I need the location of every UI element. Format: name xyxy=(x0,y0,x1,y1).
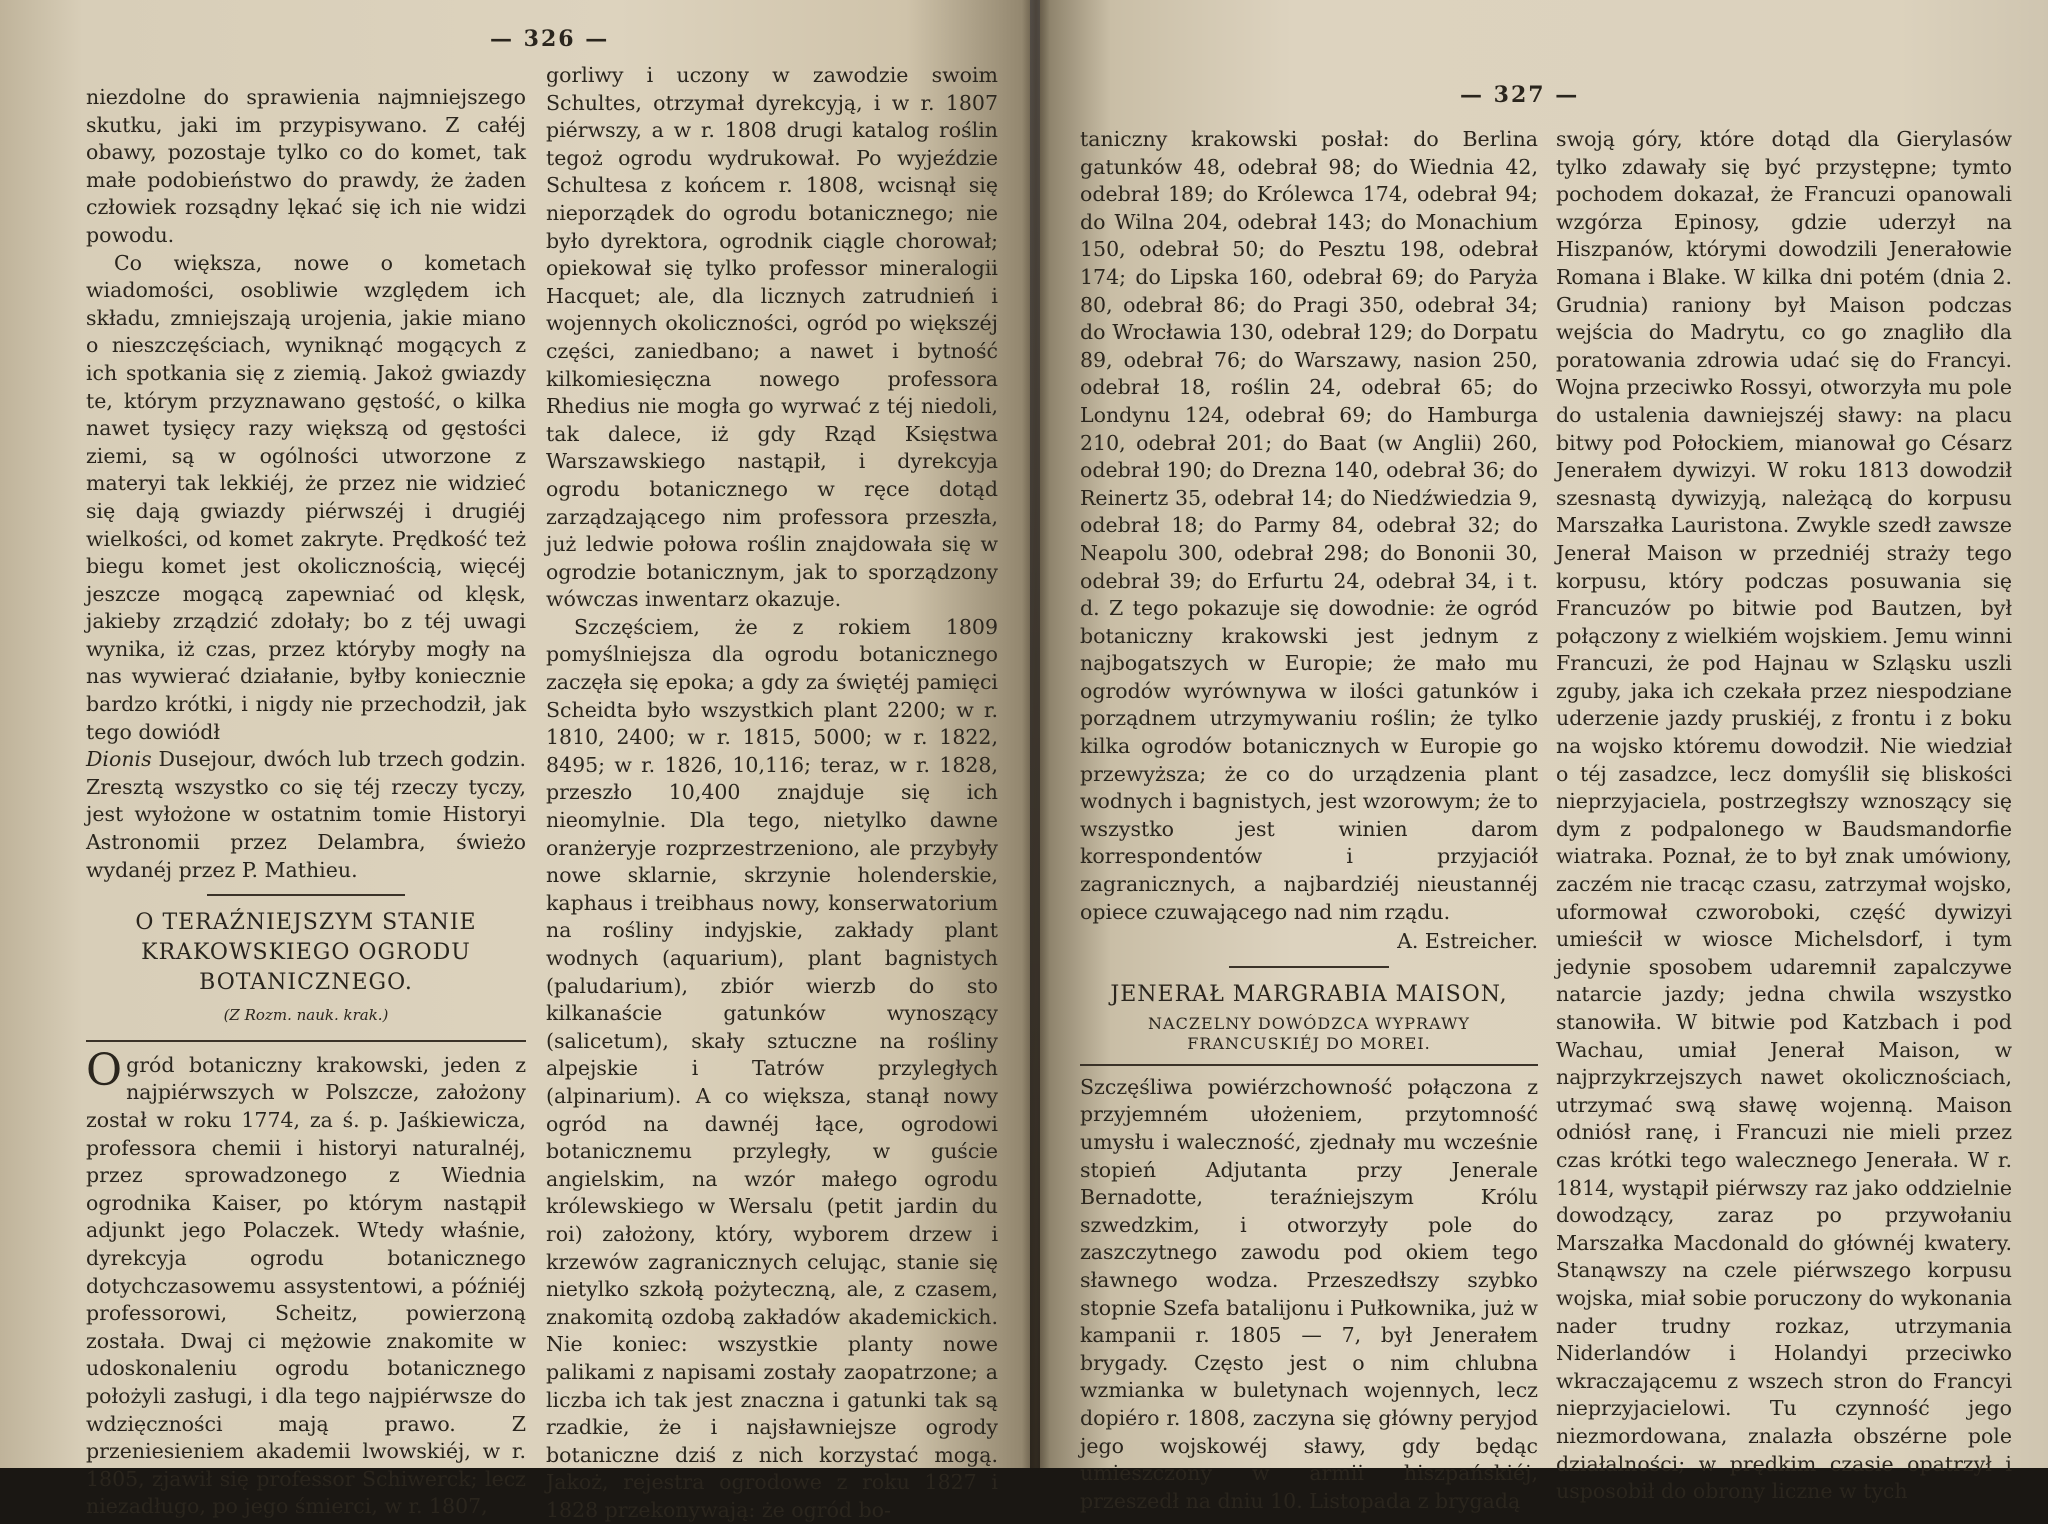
article-lead xyxy=(86,1044,526,1521)
paragraph: swoją góry, które dotąd dla Gierylasów tylko zdawały się być przystępne; tymto pochodem dokazał, że Francuzi opanowali wzgórza Epinosy, gdzie uderzył na Hiszpanów, którymi dowodzili Jenerałowie Romana i Blake. W kilka dni potém (dnia 2. Grudnia) raniony był Maison podczas wejścia do Madrytu, co go znagliło dla poratowania zdrowia udać się do Francyi. Wojna przeciwko Rossyi, otworzyła mu pole do ustalenia dawniejszéj sławy: na placu bitwy pod Połockiem, mianował go Césarz Jenerałem dywizyi. W roku 1813 dowodził szesnastą dywizyją, należącą do korpusu Marszałka Lauristona. Zwykle szedł zawsze Jenerał Maison w przedniéj straży tego korpusu, który podczas posuwania się Francuzów po bitwie pod Bautzen, był połączony z wielkiém wojskiem. Jemu winni Francuzi, że pod Hajnau w Szląsku uszli zguby, jaka ich czekała przez niespodziane uderzenie jazdy pruskiéj, z frontu i z boku na wojsko któremu dowodził. Nie wiedział o téj zasadzce, lecz domyślił się bliskości nieprzyjaciela, postrzegłszy wznoszący się dym z podpalonego w Baudsmandorfie wiatraka. Poznał, że to był znak umówiony, zaczém nie tracąc czasu, zatrzymał wojsko, uformował czworoboki, część dywizyi umieścił w wiosce Michelsdorf, i tym jedynie sposobem udaremnił zapalczywe natarcie jazdy; jedna chwila wszystko stanowiła. W bitwie pod Katzbach i pod Wachau, umiał Jenerał Maison, w najprzykrzejszych nawet okolicznościach, utrzymać swą sławę wojenną. Maison odniósł ranę, i Francuzi nie mieli przez czas krótki tego walecznego Jenerała. W r. 1814, wystąpił piérwszy raz jako oddzielnie dowodzący, zaraz po przywołaniu Marszałka Macdonald do głównéj kwatery. Stanąwszy na czele piérwszego korpusu wojska, miał sobie poruczony do wykonania nader trudny rozkaz, utrzymania Niderlandów i Holandyi przeciwko wkraczającemu z wszech stron do Francyi nieprzyjacielowi. Tu czynność jego niezmordowana, znalazła obszérne pole działalności; w prędkim czasie opatrzył i usposobił do obrony liczne w tych xyxy=(1556,127,2012,1504)
signature: A. Estreicher. xyxy=(1397,929,1538,954)
paragraph: Co większa, nowe o kometach wiadomości, osobliwie względem ich składu, zmniejszają urojenia, jakie miano o nieszczęściach, wyniknąć mogących z ich spotkania się z ziemią. Jakoż gwiazdy te, którym przyznawano gęstość, o kilka nawet tysięcy razy większą od gęstości ziemi, są w ogólności utworzone z materyi tak lekkiéj, że przez nie widzieć się dają gwiazdy piérwszéj i drugiéj wielkości, od komet zakryte. Prędkość też biegu komet jest okolicznością, więcéj jeszcze mogącą zapewniać od klęsk, jakieby zrządzić zdołały; bo z téj uwagi wynika, iż czas, przez któryby mogły na nas wywierać działanie, byłby koniecznie bardzo krótki, i nigdy nie przechodził, jak tego dowiódł xyxy=(86,250,526,744)
paragraph: gorliwy i uczony w zawodzie swoim Schultes, otrzymał dyrekcyją, i w r. 1807 piérwszy, a w r. 1808 drugi katalog roślin tegoż ogrodu wydrukował. Po wyjeździe Schultesa z końcem r. 1808, wcisnął się nieporządek do ogrodu botanicznego; nie było dyrektora, ogrodnik ciągle chorował; opiekował się tylko professor mineralogii Hacquet; ale, dla licznych zatrudnień i wojennych okoliczności, ogród po większéj części, zaniedbano; a nawet i bytność kilkomiesięczna nowego professora Rhedius nie mogła go wyrwać z téj niedoli, tak dalece, iż gdy Rząd Księstwa Warszawskiego nastąpił, i dyrekcyja ogrodu botanicznego w ręce dotąd zarządzającego nim professora przeszła, już ledwie połowa roślin znajdowała się w ogrodzie botanicznym, jak to sporządzony wówczas inwentarz okazuje. xyxy=(546,63,998,612)
paragraph: taniczny krakowski posłał: do Berlina gatunków 48, odebrał 98; do Wiednia 42, odebrał 189; do Królewca 174, odebrał 94; do Wilna 204, odebrał 143; do Monachium 150, odebrał 50; do Pesztu 198, odebrał 174; do Lipska 160, odebrał 69; do Paryża 80, odebrał 86; do Pragi 350, odebrał 34; do Wrocławia 130, odebrał 129; do Dorpatu 89, odebrał 76; do Warszawy, nasion 250, odebrał 18, roślin 24, odebrał 65; do Londynu 124, odebrał 69; do Hamburga 210, odebrał 201; do Baat (w Anglii) 260, odebrał 190; do Drezna 140, odebrał 36; do Reinertz 35, odebrał 14; do Niedźwiedzia 9, odebrał 18; do Parmy 84, odebrał 32; do Neapolu 300, odebrał 298; do Bononii 30, odebrał 39; do Erfurtu 24, odebrał 34, i t. d. Z tego pokazuje się dowodnie: że ogród botaniczny krakowski jest jednym z najbogatszych w Europie; że mało mu ogrodów wyrównywa w ilości gatunków i porządnem utrzymywaniu roślin; że tylko kilka ogrodów botanicznych w Europie go przewyższa; że co do urządzenia plant wodnych i bagnistych, jest wzorowym; że to wszystko jest winien darom korrespondentów i przyjaciół zagranicznych, a najbardziéj nieustannéj opiece czuwającego nad nim rządu. xyxy=(1080,127,1538,924)
heading-rule xyxy=(1080,1064,1538,1066)
right-page xyxy=(1040,0,2048,1513)
article-text: Szczęśliwa powiérzchowność połączona z przyjemném ułożeniem, przytomność umysłu i waleczność, zjednały mu wcześnie stopień Adjutanta przy Jenerale Bernadotte, teraźniejszym Królu szwedzkim, i otworzyły pole do zaszczytnego zawodu pod okiem tego sławnego wodza. Przeszedłszy szybko stopnie Szefa batalijonu i Pułkownika, już w kampanii r. 1805 — 7, był Jenerałem brygady. Często jest o nim chlubna wzmianka w buletynach wojennych, lecz dopiéro r. 1808, zaczyna się główny peryjod jego wojskowéj sławy, gdy będąc umieszczony w armii hiszpańskiéj, przeszedł na dniu 10. Listopada z brygadą xyxy=(1080,1074,1538,1513)
page-number-left: — 326 — xyxy=(490,26,610,52)
paragraph: niezdolne do sprawienia najmniejszego skutku, jaki im przypisywano. Z całéj obawy, pozostaje tylko co do komet, tak małe podobieństwo do prawdy, że żaden człowiek rozsądny lękać się ich nie widzi powodu. xyxy=(86,85,526,247)
article-heading: JENERAŁ MARGRABIA MAISON, xyxy=(1110,981,1508,1007)
book-gutter xyxy=(1022,0,1050,1468)
article-heading: O TERAŹNIEJSZYM STANIE KRAKOWSKIEGO OGRODU BOTANICZNEGO. xyxy=(135,910,477,996)
section-rule xyxy=(1229,966,1389,968)
page-number-right: — 327 — xyxy=(1460,82,1580,108)
left-column-1 xyxy=(86,84,526,1521)
article-subheading: NACZELNY DOWÓDZCA WYPRAWY FRANCUSKIÉJ DO MOREI. xyxy=(1148,1013,1470,1053)
paragraph: Szczęściem, że z rokiem 1809 pomyślniejsza dla ogrodu botanicznego zaczęła się epoka; a gdy za świętéj pamięci Scheidta było wszystkich plant 2200; w r. 1810, 2400; w r. 1815, 5000; w r. 1822, 8495; w r. 1826, 10,116; teraz, w r. 1828, przeszło 10,400 znajduje się ich nieomylnie. Dla tego, nietylko dawne oranżeryje rozprzestrzeniono, ale przybyły nowe sklarnie, skrzynie holenderskie, kaphaus i treibhaus nowy, konserwatorium na rośliny indyjskie, zakłady plant wodnych (aquarium), plant bagnistych (paludarium), zbiór wierzb do sto kilkanaście gatunków wynoszący (salicetum), skały sztuczne na rośliny alpejskie i Tatrów przyległych (alpinarium). A co większa, stanął nowy ogród na dawnéj łące, ogrodowi botanicznemu przyległy, w guście angielskim, na wzór małego ogrodu królewskiego w Wersalu (petit jardin du roi) założony, który, wyborem drzew i krzewów zagranicznych celując, stanie się nietylko szkołą pożyteczną, ale, z czasem, znakomitą ozdobą zakładów akademickich. Nie koniec: wszystkie planty nowe palikami z napisami zostały zaopatrzone; a liczba ich tak jest znaczna i gatunki tak są rzadkie, że i najsławniejsze ogrody botaniczne dziś z nich korzystać mogą. Jakoż, rejestra ogrodowe z roku 1827 i 1828 przekonywają: że ogród bo- xyxy=(546,614,998,1522)
italic-name: Dionis xyxy=(86,747,152,772)
heading-rule xyxy=(86,1040,526,1042)
section-rule xyxy=(207,894,405,896)
drop-cap: O xyxy=(86,1044,123,1096)
article-text: gród botaniczny krakowski, jeden z najpiérwszych w Polszcze, założony został w roku 1774, za ś. p. Jaśkiewicza, professora chemii i historyi naturalnéj, przez sprowadzonego z Wiednia ogrodnika Kaiser, po którym nastąpił adjunkt jego Polaczek. Wtedy właśnie, dyrekcyja ogrodu botanicznego dotychczasowemu assystentowi, a późniéj professorowi, Scheitz, powierzoną została. Dwaj ci mężowie znakomite w udoskonaleniu ogrodu botanicznego położyli zasługi, i dla tego najpiérwsze do wdzięczności mają prawo. Z przeniesieniem akademii lwowskiéj, w r. 1805, zjawił się professor Schiwerck; lecz niezadługo, po jego śmierci, w r. 1807, xyxy=(86,1052,526,1519)
article-source: (Z Rozm. nauk. krak.) xyxy=(223,1006,389,1025)
right-column-2 xyxy=(1556,126,2012,1506)
right-column-1 xyxy=(1080,126,1538,1515)
paragraph xyxy=(86,746,526,884)
left-column-2 xyxy=(546,62,998,1524)
paragraph-tail: Dusejour, dwóch lub trzech godzin. Zresztą wszystko co się téj rzeczy tyczy, jest wyłożone w ostatnim tomie Historyi Astronomii przez Delambra, świeżo wydanéj przez P. Mathieu. xyxy=(86,747,526,882)
